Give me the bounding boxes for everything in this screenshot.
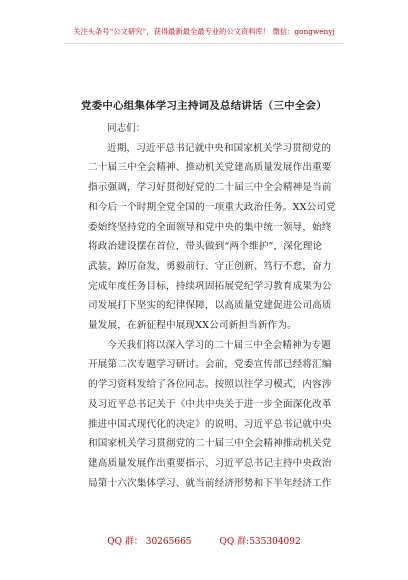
text-line: 量发展，在新征程中展现XX公司新担当新作为。 bbox=[88, 320, 297, 332]
text-line: 局第十六次集体学习、就当前经济形势和下半年经济工作 bbox=[88, 477, 332, 489]
text-line: 及习近平总书记关于《中共中央关于进一步全面深化改革 bbox=[88, 398, 332, 410]
document-title: 党委中心组集体学习主持词及总结讲话（三中全会） bbox=[81, 100, 327, 112]
text-line: 开展第二次专题学习研讨。会前，党委宣传部已经将汇编 bbox=[88, 359, 332, 371]
text-line: 完成年度任务目标，持续巩固拓展党纪学习教育成果为公 bbox=[88, 280, 332, 292]
text-line: 的学习资料发给了各位同志。按照以往学习模式，内容涉 bbox=[88, 379, 332, 391]
footer-contact bbox=[0, 534, 408, 547]
footer-qq-group-2: QQ 群:535304092 bbox=[219, 537, 301, 547]
text-line: 司发展打下坚实的纪律保障，以高质量党建促进公司高质 bbox=[88, 300, 332, 312]
header-divider bbox=[64, 43, 344, 44]
text-line: 委始终坚持党的全面领导和党中央的集中统一领导，始终 bbox=[88, 221, 332, 233]
salutation: 同志们： bbox=[107, 123, 146, 134]
text-line: 二十届三中全会精神、推动机关党建高质量发展作出重要 bbox=[88, 162, 332, 174]
text-line: 指示强调，学习好贯彻好党的二十届三中全会精神是当前 bbox=[88, 182, 332, 194]
text-line: 武装，踔厉奋发、勇毅前行、守正创新、笃行不怠，奋力 bbox=[88, 260, 332, 272]
paragraph-2 bbox=[88, 336, 332, 494]
header-promo-note: 关注头条号“公文研究”，获得最新最全最专业的公文资料库！ 微信：gongwenyj bbox=[73, 27, 335, 36]
text-line: 将政治建设摆在首位，带头做到“两个维护”，深化理论 bbox=[88, 241, 323, 253]
footer-qq-group-1: QQ 群： 30265665 bbox=[107, 537, 192, 547]
document-body bbox=[88, 119, 336, 493]
text-line: 近期，习近平总书记就中央和国家机关学习贯彻党的 bbox=[107, 142, 332, 154]
text-line: 推进中国式现代化的决定》的说明、习近平总书记就中央 bbox=[88, 418, 332, 430]
text-line: 建高质量发展作出重要指示、习近平总书记主持中央政治 bbox=[88, 457, 332, 469]
paragraph-1 bbox=[88, 139, 336, 336]
text-line: 和国家机关学习贯彻党的二十届三中全会精神推动机关党 bbox=[88, 438, 332, 450]
text-line: 和今后一个时期全党全国的一项重大政治任务。XX公司党 bbox=[88, 201, 336, 213]
text-line: 今天我们将以深入学习的二十届三中全会精神为专题 bbox=[107, 339, 332, 351]
